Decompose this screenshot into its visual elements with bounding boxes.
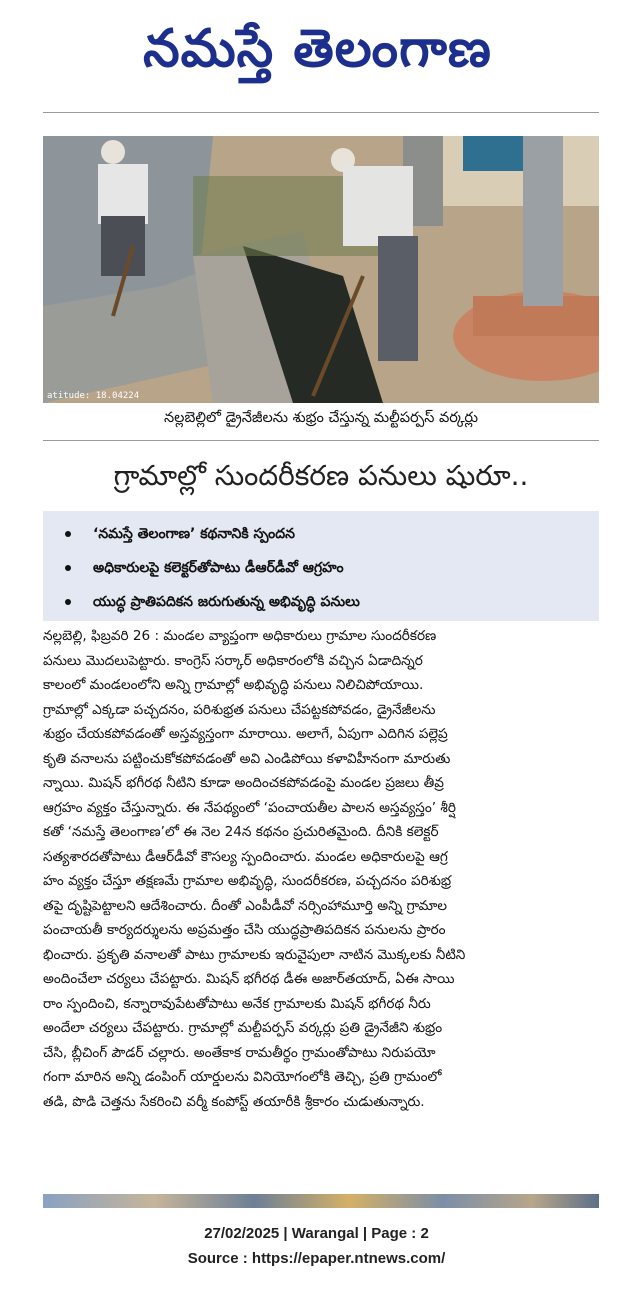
body-line: న్నాయి. మిషన్ భగీరథ నీటిని కూడా అందించకపోవడంపై మండల ప్రజలు తీవ్ర [43,775,444,791]
photo-caption: నల్లబెల్లిలో డ్రైనేజీలను శుభ్రం చేస్తున్న మల్టీపర్పస్ వర్కర్లు [164,410,478,426]
newspaper-masthead [40,10,595,88]
masthead-title: నమస్తే తెలంగాణ [143,19,492,79]
body-line: భించారు. ప్రకృతి వనాలతో పాటు గ్రామాలకు ఇరువైపులా నాటిన మొక్కలకు నీటిని [43,946,466,963]
body-line: గంగా మారిన అన్ని డంపింగ్ యార్డులను వినియోగంలోకి తెచ్చి, ప్రతి గ్రామంలో [43,1069,442,1085]
caption-divider [43,440,599,441]
workers-cleaning-drain-photo [43,136,599,403]
highlight-item: ‘నమస్తే తెలంగాణ’ కథనానికి స్పందన [65,517,599,551]
body-line: అందేలా చర్యలు చేపట్టారు. గ్రామాల్లో మల్టీపర్పస్ వర్కర్లు ప్రతి డ్రైనేజీని శుభ్రం [43,1020,443,1036]
highlight-item: అధికారులపై కలెక్టర్‌తోపాటు డీఆర్‌డీవో ఆగ్రహం [65,551,599,585]
body-line: చేసి, బ్లీచింగ్ పౌడర్ చల్లారు. అంతేకాక రామతీర్థం గ్రామంతోపాటు నిరుపయో [43,1044,436,1061]
footer-date-line: 27/02/2025 | Warangal | Page : 2 [204,1225,429,1242]
article-body [43,624,599,1114]
body-line: తడి, పొడి చెత్తను సేకరించి వర్మీ కంపోస్ట్ తయారీకి శ్రీకారం చుడుతున్నారు. [43,1093,425,1110]
body-line: పంచాయతీ కార్యదర్శులను అప్రమత్తం చేసి యుద్ధప్రాతిపదికన పనులను ప్రారం [43,922,446,938]
article-photo [43,136,599,403]
body-line: పనులు మొదలుపెట్టారు. కాంగ్రెస్ సర్కార్ అధికారంలోకి వచ్చిన ఏడాదిన్నర [43,652,423,669]
body-line: శుభ్రం చేయకపోవడంతో అస్తవ్యస్తంగా మారాయి. అలాగే, ఏపుగా ఎదిగిన పల్లెప్ర [43,726,448,742]
body-line: కాలంలో మండలంలోని అన్ని గ్రామాల్లో అభివృద్ధి పనులు నిలిచిపోయాయి. [43,677,424,693]
body-line: హం వ్యక్తం చేస్తూ తక్షణమే గ్రామాల అభివృద్ధి, సుందరీకరణ, పచ్చదనం పరిశుభ్ర [43,873,452,889]
next-article-photo-strip [43,1194,599,1208]
highlights-box [43,511,599,621]
footer-source-line: Source : https://epaper.ntnews.com/ [187,1250,446,1267]
body-line: రాం స్పందించి, కన్నారావుపేటతోపాటు అనేక గ్రామాలకు మిషన్ భగీరథ నీరు [43,995,431,1012]
highlight-item: యుద్ధ ప్రాతిపదికన జరుగుతున్న అభివృద్ధి పనులు [65,585,599,619]
body-line: కృతి వనాలను పట్టించుకోకపోవడంతో అవి ఎండిపోయి కళావిహీనంగా మారుతు [43,750,451,767]
body-line: గ్రామాల్లో ఎక్కడా పచ్చదనం, పరిశుభ్రత పనులు చేపట్టకపోవడం, డ్రైనేజీలను [43,701,436,718]
top-divider [43,112,599,113]
body-line: ఆగ్రహం వ్యక్తం చేస్తున్నారు. ఈ నేపథ్యంలో ‘పంచాయతీల పాలన అస్తవ్యస్తం’ శీర్షి [43,799,456,816]
photo-gps-overlay: atitude: 18.04224 [47,391,140,401]
article-headline: గ్రామాల్లో సుందరీకరణ పనులు షురూ.. [113,459,529,492]
body-line: కతో ‘నమస్తే తెలంగాణ’లో ఈ నెల 24న కథనం ప్రచురితమైంది. దీనికి కలెక్టర్ [43,824,439,840]
body-line: అందించేలా చర్యలు చేపట్టారు. మిషన్ భగీరథ డీఈ అజార్‌తయాద్, ఏఈ సాయి [43,971,455,987]
body-line: నల్లబెల్లి, ఫిబ్రవరి 26 : మండల వ్యాప్తంగా అధికారులు గ్రామాల సుందరీకరణ [43,628,437,644]
body-line: సత్యశారదతోపాటు డీఆర్‌డీవో కౌసల్య స్పందించారు. మండల అధికారులపై ఆగ్ర [43,848,448,865]
body-line: తపై దృష్టిపెట్టాలని ఆదేశించారు. దీంతో ఎంపీడీవో నర్సింహామూర్తి అన్ని గ్రామాల [43,897,448,914]
